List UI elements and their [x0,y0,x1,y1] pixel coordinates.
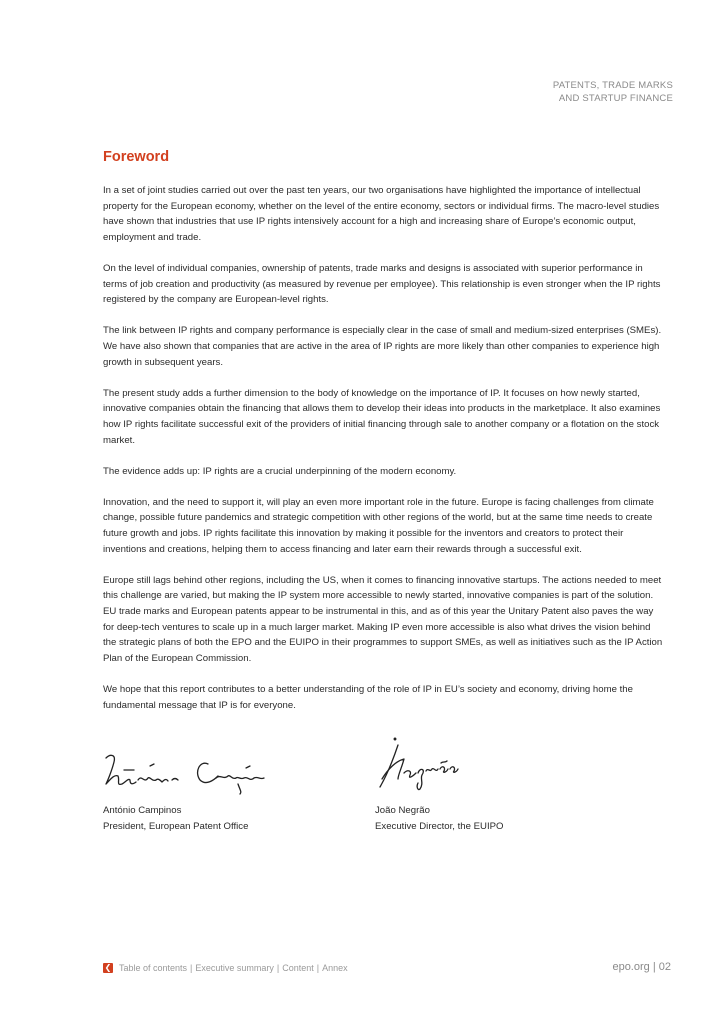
footer-navigation [103,963,348,973]
signatory-role: Executive Director, the EUIPO [375,820,504,832]
signatory-block-1 [103,803,248,834]
signatory-block-2 [375,803,504,834]
signatory-name: António Campinos [103,805,182,816]
nav-separator: | [316,963,320,973]
paragraph: We hope that this report contributes to a better understanding of the role of IP in EU’s society and economy, driving home the fundamental message that IP is for everyone. [103,684,633,711]
signatory-name: João Negrão [375,805,430,816]
foreword-body [103,183,665,729]
nav-link-executive-summary[interactable]: Executive summary [195,963,274,973]
signatory-role: President, European Patent Office [103,820,249,832]
page-number: 02 [658,961,671,973]
paragraph: The present study adds a further dimension to the body of knowledge on the importance of IP. It focuses on how newly started, innovative companies obtain the financing that allows them to develop their ideas into products in the marketplace. It also examines how IP rights facilitate successful exit of the providers of initial financing through sale to another company or a flotation on the stock market. [103,387,661,446]
paragraph: Innovation, and the need to support it, will play an even more important role in the future. Europe is facing challenges from climate change, possible future pandemics and strategic competition with other regions of the world, but at the same time needs to create future growth and jobs. IP rights facilitate this innovation by making it possible for the inventors and creators to protect their inventions and creations, helping them to access financing and later earn their rewards through a successful exit. [103,496,654,555]
site-link[interactable]: epo.org [612,961,650,973]
header-line-1: PATENTS, TRADE MARKS [552,80,673,91]
running-header [553,79,673,105]
header-line-2: AND STARTUP FINANCE [558,93,673,104]
signature-campinos [100,750,275,795]
page-number-block [612,961,671,973]
nav-link-content[interactable]: Content [282,963,314,973]
signature-negrao [368,733,468,793]
paragraph: In a set of joint studies carried out over the past ten years, our two organisations have highlighted the importance of intellectual property for the European economy, whether on the level of the entire economy, sectors or individual firms. The macro-level studies have shown that industries that use IP rights intensively account for a high and increasing share of Europe’s economic output, employment and trade. [103,185,660,243]
nav-link-annex[interactable]: Annex [322,963,348,973]
chevron-left-icon[interactable]: ❮ [104,963,112,972]
paragraph: The link between IP rights and company performance is especially clear in the case of small and medium-sized enterprises (SMEs). We have also shown that companies that are active in the area of IP rights are more likely than other companies to experience high growth in subsequent years. [103,325,662,368]
nav-link-table-of-contents[interactable]: Table of contents [119,963,188,973]
paragraph: The evidence adds up: IP rights are a crucial underpinning of the modern economy. [103,465,457,477]
nav-separator: | [276,963,280,973]
paragraph: Europe still lags behind other regions, including the US, when it comes to financing innovative startups. The actions needed to meet this challenge are varied, but making the IP system more accessible to newly started, innovative companies is part of the solution. EU trade marks and European patents appear to be instrumental in this, and as of this year the Unitary Patent also paves the way for deep-tech ventures to scale up in a much larger market. Making IP even more accessible is also what drives the vision behind the strategic plans of both the EPO and the EUIPO in their programmes to support SMEs, as well as initiatives such as the IP Action Plan of the European Commission. [103,574,663,664]
nav-separator: | [190,963,193,973]
page-title: Foreword [103,149,170,165]
paragraph: On the level of individual companies, ownership of patents, trade marks and designs is associated with superior performance in terms of job creation and productivity (as measured by revenue per employee). This relationship is even stronger when the IP rights registered by the company are European-level rights. [103,262,661,306]
page-separator: | [652,961,656,973]
